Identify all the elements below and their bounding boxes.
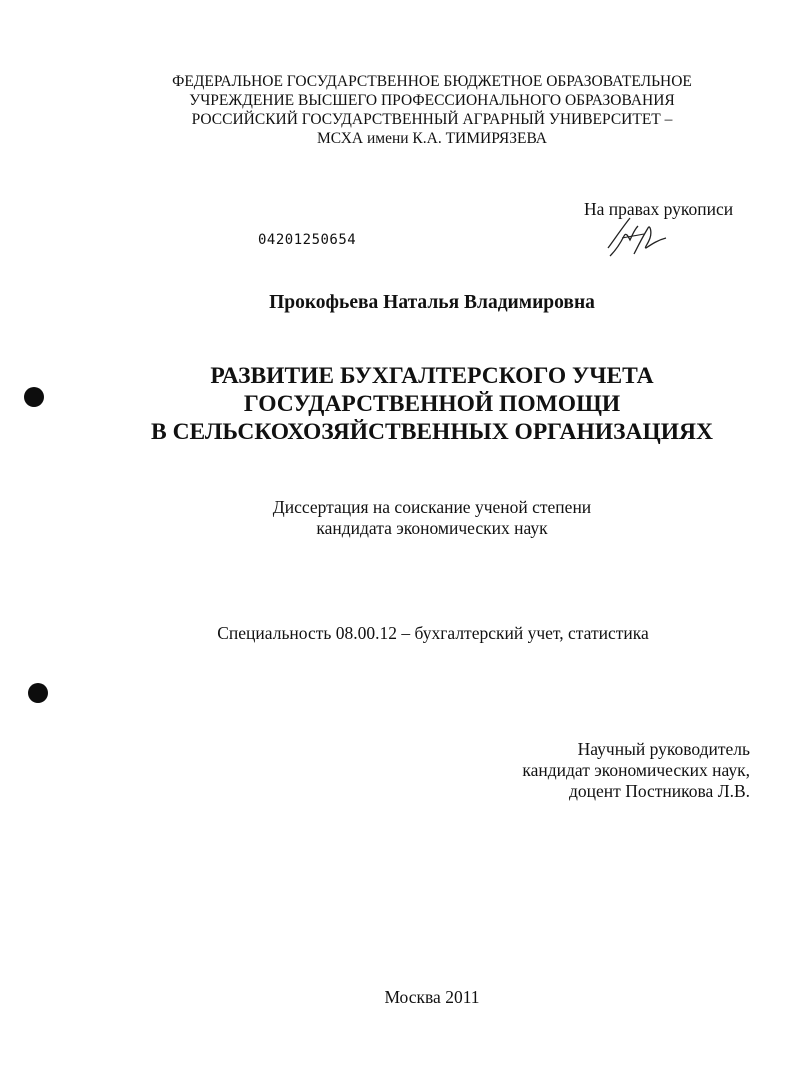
- author-name: Прокофьева Наталья Владимировна: [269, 292, 595, 313]
- supervisor-line-1: Научный руководитель: [577, 739, 750, 759]
- supervisor-block: [522, 739, 750, 802]
- degree-line-1: Диссертация на соискание ученой степени: [272, 497, 592, 517]
- title-line-3: В СЕЛЬСКОХОЗЯЙСТВЕННЫХ ОРГАНИЗАЦИЯХ: [151, 419, 713, 445]
- degree-line-2: кандидата экономических наук: [316, 518, 548, 538]
- supervisor-line-2: кандидат экономических наук,: [522, 760, 750, 780]
- binder-hole-bottom: [28, 683, 48, 703]
- supervisor-line-3: доцент Постникова Л.В.: [569, 781, 750, 801]
- handwritten-signature: [604, 214, 674, 260]
- rights-note: На правах рукописи: [584, 199, 734, 219]
- degree-statement: [0, 497, 794, 539]
- specialty: Специальность 08.00.12 – бухгалтерский учет, статистика: [217, 623, 649, 643]
- institution-line-4: МСХА имени К.А. ТИМИРЯЗЕВА: [317, 130, 547, 147]
- institution-line-2: УЧРЕЖДЕНИЕ ВЫСШЕГО ПРОФЕССИОНАЛЬНОГО ОБРАЗОВАНИЯ: [189, 92, 675, 109]
- dissertation-title: [0, 362, 794, 446]
- registration-number: 04201250654: [258, 232, 357, 248]
- institution-header: [90, 72, 774, 148]
- title-line-2: ГОСУДАРСТВЕННОЙ ПОМОЩИ: [243, 391, 621, 417]
- institution-line-3: РОССИЙСКИЙ ГОСУДАРСТВЕННЫЙ АГРАРНЫЙ УНИВЕРСИТЕТ –: [191, 111, 673, 128]
- title-line-1: РАЗВИТИЕ БУХГАЛТЕРСКОГО УЧЕТА: [210, 363, 654, 389]
- city-year: Москва 2011: [384, 987, 480, 1007]
- institution-line-1: ФЕДЕРАЛЬНОЕ ГОСУДАРСТВЕННОЕ БЮДЖЕТНОЕ ОБРАЗОВАТЕЛЬНОЕ: [172, 73, 692, 90]
